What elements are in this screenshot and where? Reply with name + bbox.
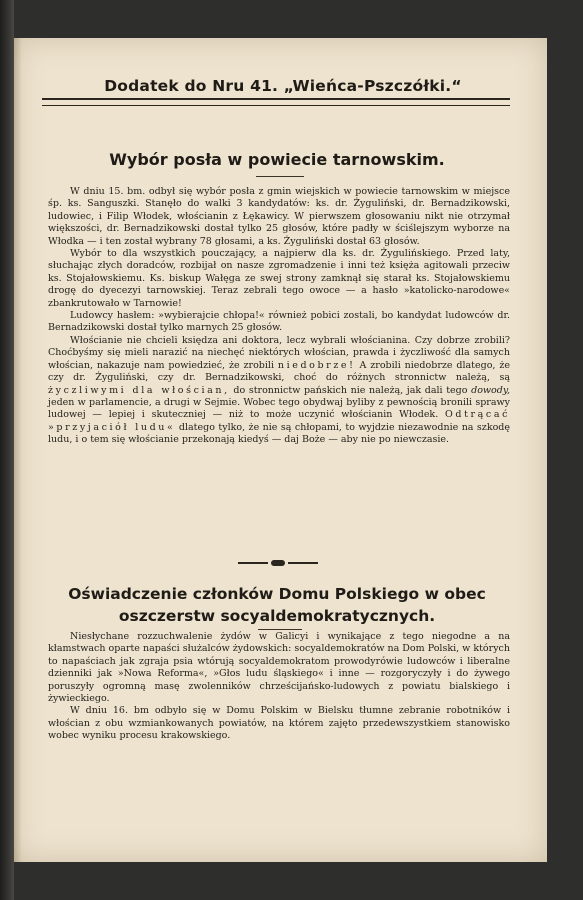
header-double-rule — [42, 98, 510, 106]
italic-emphasis-dowody: dowody, — [471, 384, 510, 396]
ornament-center — [271, 560, 285, 566]
article-1-paragraph-3: Ludowcy hasłem: »wybierajcie chłopa!« również pobici zostali, bo kandydat ludowców dr. Bernadzikowski dostał tylko marnych 25 głosów. — [48, 310, 510, 334]
article-1-body — [48, 186, 510, 447]
article-2-title — [44, 583, 510, 627]
article-2-title-line-1: Oświadczenie członków Domu Polskiego w obec — [68, 585, 486, 603]
ornament-bar-left — [238, 562, 268, 564]
spaced-emphasis-odtracac: Odtrącać »przyjaciół ludu« — [48, 409, 510, 433]
article-2-title-line-2: oszczerstw socyaldemokratycznych. — [118, 607, 436, 625]
scan-edge — [0, 0, 14, 900]
article-2-paragraph-2: W dniu 16. bm odbyło się w Domu Polskim w Bielsku tłumne zebranie robotników i włościan z obu wzmiankowanych powiatów, na którem zajęto przedewszystkiem stanowisko wobec wyniku procesu krakowskiego. — [48, 705, 510, 742]
article-1-paragraph-2: Wybór to dla wszystkich pouczający, a najpierw dla ks. dr. Żygulińskiego. Przed laty, słuchając złych doradców, rozbijał on nasze zgromadzenie i inni też księża agitowali przeciw ks. Stojałowskiemu. Ks. biskup Wałęga ze swej strony zamknął się starał ks. Stojałowskiemu drogę do dyecezyi tarnowskiej. Teraz zebrali tego owoce — a hasło »katolicko-narodowe« zbankrutowało w Tarnowie! — [48, 248, 510, 309]
paragraph-4-text-a: Włościanie nie chcieli księdza ani doktora, lecz wybrali włościanina. Czy dobrze zrobili? Choćbyśmy się mieli narazić na niechęć niektórych włościan, prawda i życzliwość dla samych włościan, nakazuje nam powiedzieć, że zrobili — [48, 334, 510, 371]
newspaper-page — [14, 38, 547, 862]
article-2-paragraph-1: Niesłychane rozzuchwalenie żydów w Galicyi i wynikające z tego niegodne a na kłamstwach oparte napaści służalców żydowskich: socyaldemokratów na Dom Polski, w których to napaściach jak zgraja psia wtórują socyaldemokratom prowodyrówie ludowców i liberalne dzienniki jak »Nowa Reforma«, »Głos ludu śląskiego« i inne — rozgoryczyły i do żywego poruszyły ogromną masę zwolenników chrześcijańsko-ludowych z powiatu bialskiego i żywieckiego. — [48, 631, 510, 705]
paragraph-4-text-b: A zrobili niedobrze dlatego, że czy dr. Żyguliński, czy dr. Bernadzikowski, choć do różnych stronnictw należą, są — [48, 359, 510, 384]
article-2-body — [48, 631, 510, 743]
article-1-title-rule — [256, 176, 304, 177]
paragraph-4-text-c: do stronnictw pańskich nie należą, jak dali tego — [233, 384, 468, 396]
section-divider-ornament — [238, 560, 318, 566]
page-fold-shadow — [14, 38, 22, 862]
article-1-title: Wybór posła w powiecie tarnowskim. — [109, 150, 445, 169]
article-2-title-rule — [258, 629, 302, 630]
paragraph-4-text-e: dlatego tylko, że nie są chłopami, to wyjdzie niezawodnie na szkodę ludu, i o tem się włościanie przekonają kiedyś — daj Boże — aby nie po niewczasie. — [48, 421, 510, 446]
paragraph-4-text-d: jeden w parlamencie, a drugi w Sejmie. Wobec tego obydwaj byliby z pewnością bronili sprawy ludowej — lepiej i skuteczniej — niż to może uczynić włościanin Włodek. — [48, 396, 510, 421]
ornament-bar-right — [288, 562, 318, 564]
spaced-emphasis-zyczliwymi: życzliwymi dla włościan, — [48, 384, 230, 396]
supplement-header: Dodatek do Nru 41. „Wieńca-Pszczółki.“ — [104, 77, 462, 95]
article-1-paragraph-1: W dniu 15. bm. odbył się wybór posła z gmin wiejskich w powiecie tarnowskim w miejsce śp. ks. Sanguszki. Stanęło do walki 3 kandydatów: ks. dr. Żyguliński, dr. Bernadzikowski, ludowiec, i Filip Włodek, włościanin z Łękawicy. W pierwszem głosowaniu nikt nie otrzymał większości, dr. Bernadzikowski dostał tylko 25 głosów, które padły w ściślejszym wyborze na Włodka — i ten został wybrany 78 głosami, a ks. Żyguliński dostał 63 głosów. — [48, 186, 510, 247]
spaced-emphasis-niedobrze: niedobrze! — [277, 359, 356, 371]
article-1-paragraph-4 — [48, 335, 510, 447]
